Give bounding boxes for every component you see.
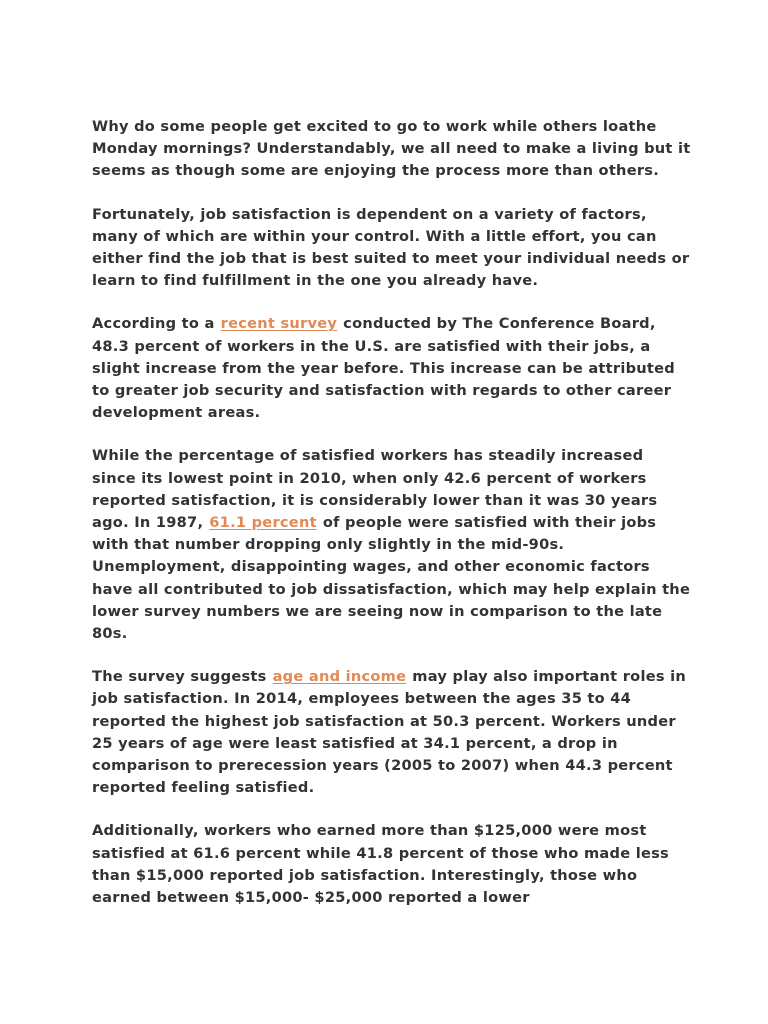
paragraph-text: Fortunately, job satisfaction is dependent on a variety of factors, many of which are within your control. With a little effort, you can either find the job that is best suited to meet your individual needs or learn to find fulfillment in the one you already have. (92, 205, 690, 290)
paragraph-text: Additionally, workers who earned more than $125,000 were most satisfied at 61.6 percent while 41.8 percent of those who made less than $15,000 reported job satisfaction. Interestingly, those who earned between $15,000- $25,000 reported a lower (92, 822, 669, 907)
paragraph-historical-trend (92, 445, 692, 645)
paragraph-text-before-link: The survey suggests (92, 668, 267, 686)
paragraph-age-income (92, 666, 692, 799)
percent-link[interactable]: 61.1 percent (209, 514, 317, 532)
paragraph-intro (92, 116, 692, 183)
paragraph-earnings (92, 820, 692, 909)
paragraph-text-after-link: of people were satisfied with their jobs with that number dropping only slightly in the mid-90s. Unemployment, disappointing wages, and other economic factors have all contributed to job dissatisfaction, which may help explain the lower survey numbers we are seeing now in comparison to the late 80s. (92, 514, 691, 643)
paragraph-text-after-link: conducted by The Conference Board, 48.3 percent of workers in the U.S. are satisfied with their jobs, a slight increase from the year before. This increase can be attributed to greater job security and satisfaction with regards to other career development areas. (92, 315, 675, 422)
paragraph-text: Why do some people get excited to go to work while others loathe Monday mornings? Understandably, we all need to make a living but it seems as though some are enjoying the process more than others. (92, 118, 691, 180)
paragraph-job-satisfaction (92, 204, 692, 293)
paragraph-text-after-link: may play also important roles in job satisfaction. In 2014, employees between the ages 35 to 44 reported the highest job satisfaction at 50.3 percent. Workers under 25 years of age were least satisfied at 34.1 percent, a drop in comparison to prerecession years (2005 to 2007) when 44.3 percent reported feeling satisfied. (92, 668, 687, 797)
paragraph-text-before-link: While the percentage of satisfied workers has steadily increased since its lowest point in 2010, when only 42.6 percent of workers reported satisfaction, it is considerably lower than it was 30 years ago. In 1987, (92, 447, 658, 532)
recent-survey-link[interactable]: recent survey (220, 315, 338, 333)
age-and-income-link[interactable]: age and income (272, 668, 407, 686)
document-page (92, 116, 692, 930)
paragraph-conference-board (92, 313, 692, 424)
paragraph-text-before-link: According to a (92, 315, 215, 333)
